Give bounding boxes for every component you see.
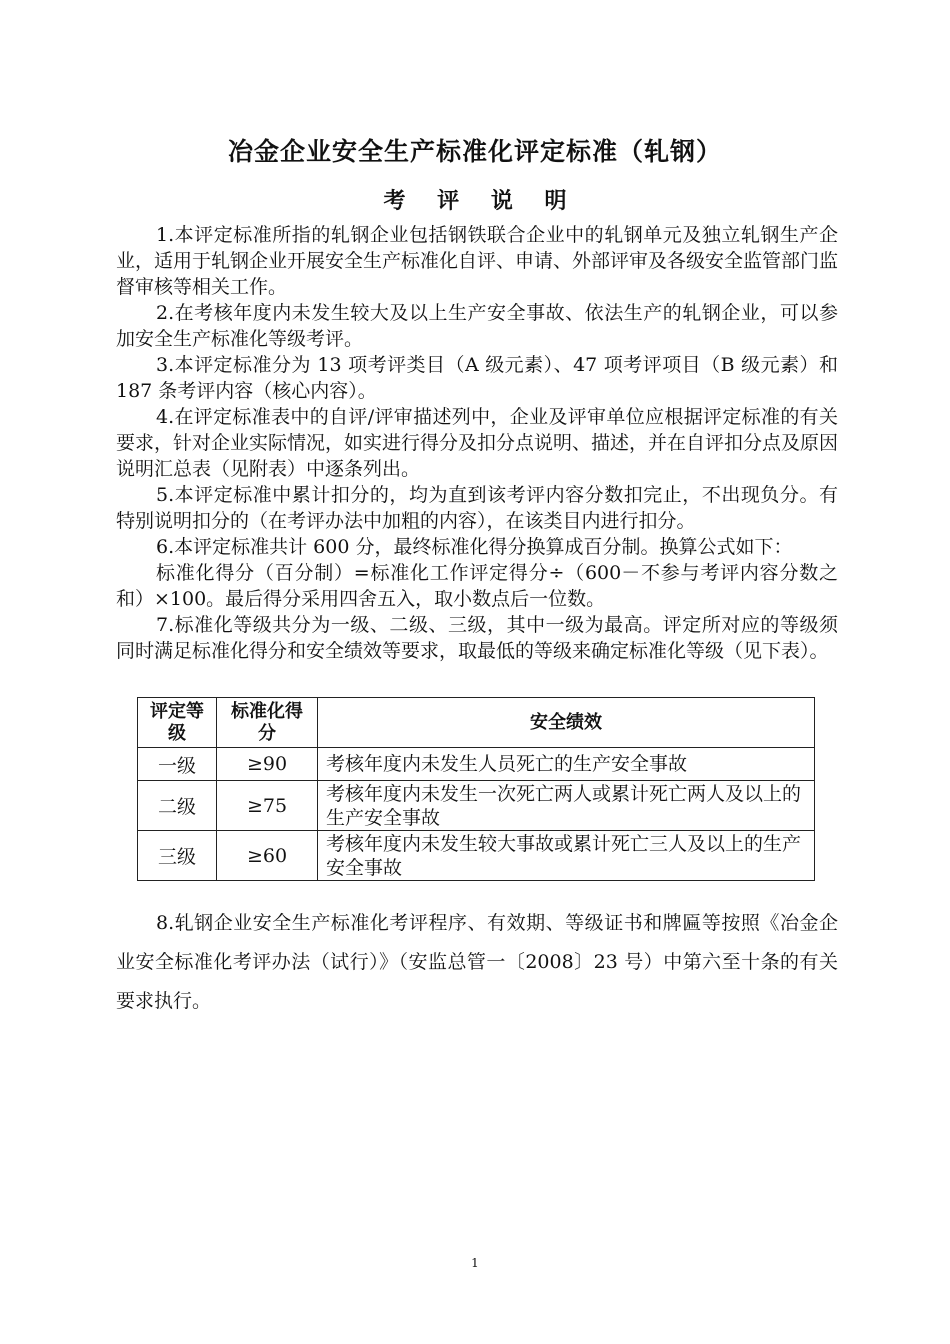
paragraph-7: 7.标准化等级共分为一级、二级、三级，其中一级为最高。评定所对应的等级须同时满足标准化得分和安全绩效等要求，取最低的等级来确定标准化等级（见下表）。 (116, 614, 838, 662)
formula-paragraph: 标准化得分（百分制）=标准化工作评定得分÷（600－不参与考评内容分数之和）×100。最后得分采用四舍五入，取小数点后一位数。 (116, 562, 838, 610)
document-title: 冶金企业安全生产标准化评定标准（轧钢） (227, 137, 722, 166)
paragraph-6: 6.本评定标准共计 600 分，最终标准化得分换算成百分制。换算公式如下： (156, 536, 793, 558)
paragraph-3: 3.本评定标准分为 13 项考评类目（A 级元素）、47 项考评项目（B 级元素）和 187 条考评内容（核心内容）。 (116, 354, 838, 402)
table-cell-score: ≥75 (217, 781, 318, 831)
paragraph-8: 8.轧钢企业安全生产标准化考评程序、有效期、等级证书和牌匾等按照《冶金企业安全标准化考评办法（试行）》（安监总管一〔2008〕23 号）中第六至十条的有关要求执行。 (116, 912, 838, 1012)
table-cell-safety: 考核年度内未发生人员死亡的生产安全事故 (318, 748, 815, 781)
table-cell-grade: 二级 (138, 781, 217, 831)
table-cell-safety: 考核年度内未发生较大事故或累计死亡三人及以上的生产安全事故 (318, 831, 815, 881)
table-header-grade: 评定等级 (138, 698, 217, 748)
table-header-score: 标准化得分 (217, 698, 318, 748)
table-cell-score: ≥90 (217, 748, 318, 781)
section-title: 考 评 说 明 (383, 189, 579, 214)
table-cell-safety: 考核年度内未发生一次死亡两人或累计死亡两人及以上的生产安全事故 (318, 781, 815, 831)
table-header-safety: 安全绩效 (318, 698, 815, 748)
table-header-row (138, 698, 815, 748)
paragraph-1: 1.本评定标准所指的轧钢企业包括钢铁联合企业中的轧钢单元及独立轧钢生产企业，适用于轧钢企业开展安全生产标准化自评、申请、外部评审及各级安全监管部门监督审核等相关工作。 (116, 224, 839, 298)
table-cell-score: ≥60 (217, 831, 318, 881)
closing-text (116, 904, 838, 1021)
paragraph-2: 2.在考核年度内未发生较大及以上生产安全事故、依法生产的轧钢企业，可以参加安全生产标准化等级考评。 (116, 302, 838, 350)
table-cell-grade: 一级 (138, 748, 217, 781)
paragraph-4: 4.在评定标准表中的自评/评审描述列中，企业及评审单位应根据评定标准的有关要求，针对企业实际情况，如实进行得分及扣分点说明、描述，并在自评扣分点及原因说明汇总表（见附表）中逐条列出。 (116, 406, 839, 480)
table-row (138, 748, 815, 781)
paragraph-5: 5.本评定标准中累计扣分的，均为直到该考评内容分数扣完止，不出现负分。有特别说明扣分的（在考评办法中加粗的内容），在该类目内进行扣分。 (116, 484, 838, 532)
table-row (138, 831, 815, 881)
page-number: 1 (471, 1256, 479, 1270)
grade-table (137, 697, 815, 881)
table-row (138, 781, 815, 831)
body-text (116, 222, 838, 664)
table-cell-grade: 三级 (138, 831, 217, 881)
